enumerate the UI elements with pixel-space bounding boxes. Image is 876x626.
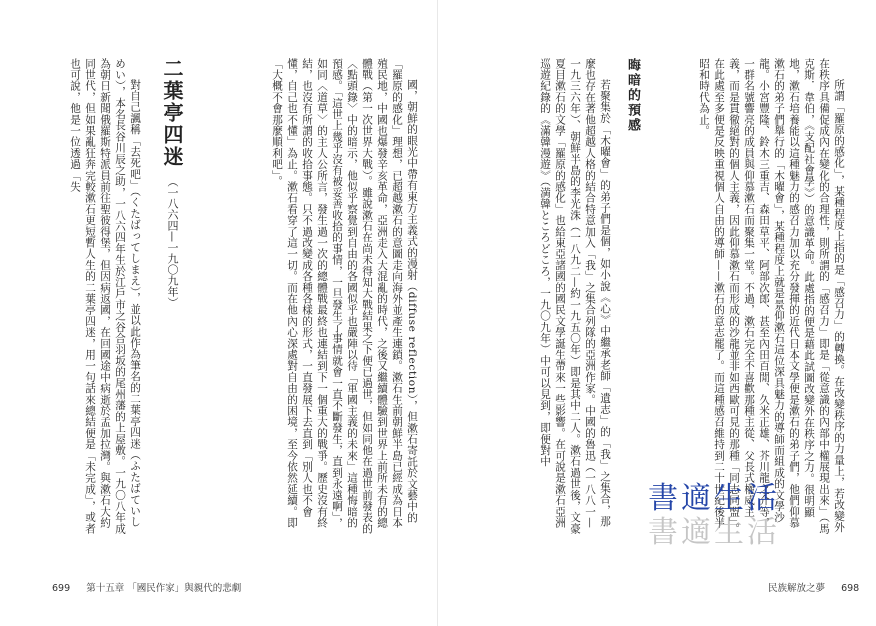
section-heading	[147, 58, 187, 358]
paragraph: 國，朝鮮的眼光中帶有東方主義式的漫射（diffuse reflection），但漱石寄託於文藝中的「羅原的感化」理想，已超越漱石的意圖走向海外並產生連鎖。漱石生前朝鮮半島已經成為日本殖民地，中國也爆發辛亥革命，亞洲走入大混亂的時代，之後又繼續體驗到世界上前所未有的總體戰（第一次世界大戰）。雖說漱石在尚未得知大戰結果之下便已過世，但如同他在過世前發表的〈點頭錄〉中的暗示，他似乎察覺到自由的各國似乎也嚴陣以待「軍國主義的未來」這種悔暗的預感。「這世上幾乎沒有被妥善收拾的事情，一旦發生了事情就會一直不斷發生，直到永遠啊」，如同〈道草〉的主人公所言，發生過一次的總體戰最終也連結到下一個重大的戰爭。歷史沒有終結，也沒有所謂的收拾事態。只不過改變成各種各樣的形式，一直發展下去直到「別人也不會懂，自己也不懂」為止。漱石看穿了這一切。而在他內心深處對自由的困境，至今依然延續。即「大概不會那麼順利吧」。	[271, 58, 418, 535]
heading-title: 二葉亭四迷	[160, 58, 184, 168]
page-number: 699	[52, 583, 71, 594]
watermark-text: 書適生活	[648, 481, 780, 516]
watermark-shadow-text: 書適生活	[648, 515, 780, 550]
right-folio	[768, 580, 859, 594]
heading-dates: （一八六四—一九〇九年）	[166, 176, 179, 308]
page-number: 698	[841, 583, 860, 594]
running-head: 第十五章 「國民作家」與親代的悲劇	[86, 583, 242, 594]
section-subheading: 晦暗的預感	[625, 58, 640, 133]
left-folio	[52, 580, 241, 594]
right-intro-text	[646, 58, 846, 536]
left-continuation-text	[205, 58, 419, 536]
paragraph: 所謂「羅原的感化」，某種程度上指的是「感召力」的轉換。在改變秩序的力量上，若改變外在秩序具備促成內在變化的合理性，則所謂的「感召力」即是「從意識的內部中權展現出來」（馬克斯．韋伯，《支配社會學》）的意識革命。此處指的便是藉此試圖改變外在秩序之力。很明顯地，漱石培養能以這種魅力的感召力加以充分發揮的近代日本文學便是漱石的弟子們，他們仰慕漱石的弟子們舉行的「木曜會」，某種程度上就是景仰漱石這位深具魅力的導師而組成的文學沙龍。小宮豐隆、鈴木三重吉、森田草平、阿部次郎、甚至內田百閒、久米正雄、芥川龍之介等，一群名號響亮的成員與仰慕漱石而聚集一堂。不過，漱石完全不喜歡那種主從、父長式權威主義，而是貫徹絕對的個人主義，因此仰慕漱石而形成的沙龍並非如西歐可見的那種「同志同盟」。在此處至多便是反映重視個人自由的導師——漱石的意志罷了。而這種感召維持到二十世紀後半昭和時代為止。	[698, 58, 845, 535]
right-body-text	[508, 58, 612, 536]
left-body-text	[48, 58, 142, 536]
paragraph: 若聚集於「木曜會」的弟子們是個，如小說《心》中繼承老師「遺志」的「我」之集合，那麼也存在著他超越人格的結合特意加入「我」之集合列隊的亞洲作家。中國的魯迅（一八八一—一九三六年）、朝鮮半島的李光洙（一八九二—約一九五〇年）即是其中二人。漱石過世後，文豪夏目漱石的文學「羅原的感化」也給東亞諸國的國民文學誕生帶來一些影響。在可說是漱石亞洲巡遊紀錄的《滿韓漫遊》（満韓ところどころ，一九〇九年）中可以見到，即便對中	[539, 58, 611, 535]
running-head: 民族解放之夢	[768, 583, 826, 594]
paragraph: 對自己諷稱「去死吧」（くたばってしまえ），並以此作為筆名的二葉亭四迷（ふたばていしめい），本名長谷川辰之助，一八六四年生於江戶市之谷合羽坂的尾州藩的上屋敷。一九〇八年成為朝日新聞俄羅斯特派員前往聖彼得堡，但因病返國，在回國途中病逝於孟加拉灣。與漱石大約同世代，但如果亂狂奔完較漱石更短暫人生的二葉亭四迷，用一句話來總結便是「未完成」，或者也可說，他是一位透過「失	[69, 58, 141, 535]
watermark-logo	[648, 482, 798, 564]
